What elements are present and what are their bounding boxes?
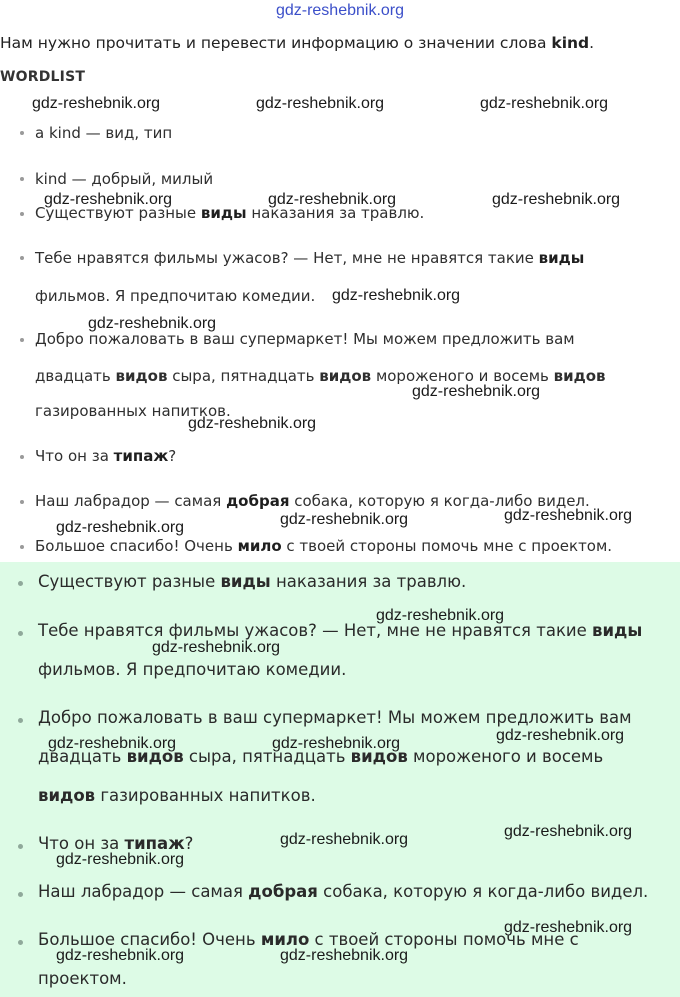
watermark-text: gdz-reshebnik.org [56,519,185,536]
list-item: Большое спасибо! Очень мило с твоей стороны помочь мне с [38,930,579,949]
list-item: kind — добрый, милый [35,170,214,188]
intro-text: Нам нужно прочитать и перевести информацию о значении слова kind. [0,34,595,52]
top-watermark-link[interactable]: gdz-reshebnik.org [275,2,405,19]
bullet [20,338,24,342]
list-item: Что он за типаж? [38,834,194,853]
watermark-text: gdz-reshebnik.org [492,191,621,208]
list-item: a kind — вид, тип [35,124,173,142]
bullet [20,212,24,216]
watermark-text: gdz-reshebnik.org [88,315,217,332]
watermark-text: gdz-reshebnik.org [480,95,609,112]
list-item: Добро пожаловать в ваш супермаркет! Мы можем предложить вам [38,708,632,727]
bullet [18,844,23,849]
bullet [20,455,24,459]
bullet [20,545,24,549]
watermark-text: gdz-reshebnik.org [280,947,409,964]
watermark-text: gdz-reshebnik.org [412,383,541,400]
watermark-text: gdz-reshebnik.org [376,607,505,624]
watermark-text: gdz-reshebnik.org [256,95,385,112]
wordlist-heading: WORDLIST [0,69,86,85]
watermark-text: gdz-reshebnik.org [32,95,161,112]
watermark-text: gdz-reshebnik.org [280,511,409,528]
watermark-text: gdz-reshebnik.org [152,639,281,656]
watermark-text: gdz-reshebnik.org [280,831,409,848]
watermark-text: gdz-reshebnik.org [268,191,397,208]
watermark-text: gdz-reshebnik.org [44,191,173,208]
watermark-text: gdz-reshebnik.org [56,947,185,964]
bullet [20,131,24,135]
list-item-continuation: видов газированных напитков. [38,786,316,805]
list-item: Тебе нравятся фильмы ужасов? — Нет, мне не нравятся такие виды [35,249,585,267]
bullet [20,177,24,181]
list-item: Наш лабрадор — самая добрая собака, которую я когда-либо видел. [38,882,649,901]
watermark-text: gdz-reshebnik.org [496,727,625,744]
bullet [18,892,23,897]
list-item: Добро пожаловать в ваш супермаркет! Мы можем предложить вам [35,330,575,348]
watermark-text: gdz-reshebnik.org [504,507,633,524]
watermark-text: gdz-reshebnik.org [272,735,401,752]
list-item-continuation: газированных напитков. [35,402,231,420]
watermark-text: gdz-reshebnik.org [504,823,633,840]
list-item-continuation: двадцать видов сыра, пятнадцать видов мороженого и восемь видов [35,367,606,385]
watermark-text: gdz-reshebnik.org [332,287,461,304]
list-item: Существуют разные виды наказания за травлю. [35,204,425,222]
list-item: Большое спасибо! Очень мило с твоей стороны помочь мне с проектом. [35,537,613,555]
watermark-text: gdz-reshebnik.org [504,919,633,936]
bullet [18,631,23,636]
watermark-text: gdz-reshebnik.org [48,735,177,752]
watermark-text: gdz-reshebnik.org [188,415,317,432]
bullet [18,718,23,723]
list-item-continuation: проектом. [38,969,127,988]
watermark-text: gdz-reshebnik.org [56,851,185,868]
list-item: Что он за типаж? [35,447,177,465]
bullet [20,500,24,504]
list-item: Тебе нравятся фильмы ужасов? — Нет, мне не нравятся такие виды [38,621,643,640]
bullet [18,581,23,586]
list-item-continuation: двадцать видов сыра, пятнадцать видов мороженого и восемь [38,747,604,766]
list-item-continuation: фильмов. Я предпочитаю комедии. [38,660,347,679]
bullet [18,940,23,945]
bullet [20,256,24,260]
list-item: Наш лабрадор — самая добрая собака, которую я когда-либо видел. [35,492,590,510]
list-item-continuation: фильмов. Я предпочитаю комедии. [35,287,316,305]
list-item: Существуют разные виды наказания за травлю. [38,572,467,591]
